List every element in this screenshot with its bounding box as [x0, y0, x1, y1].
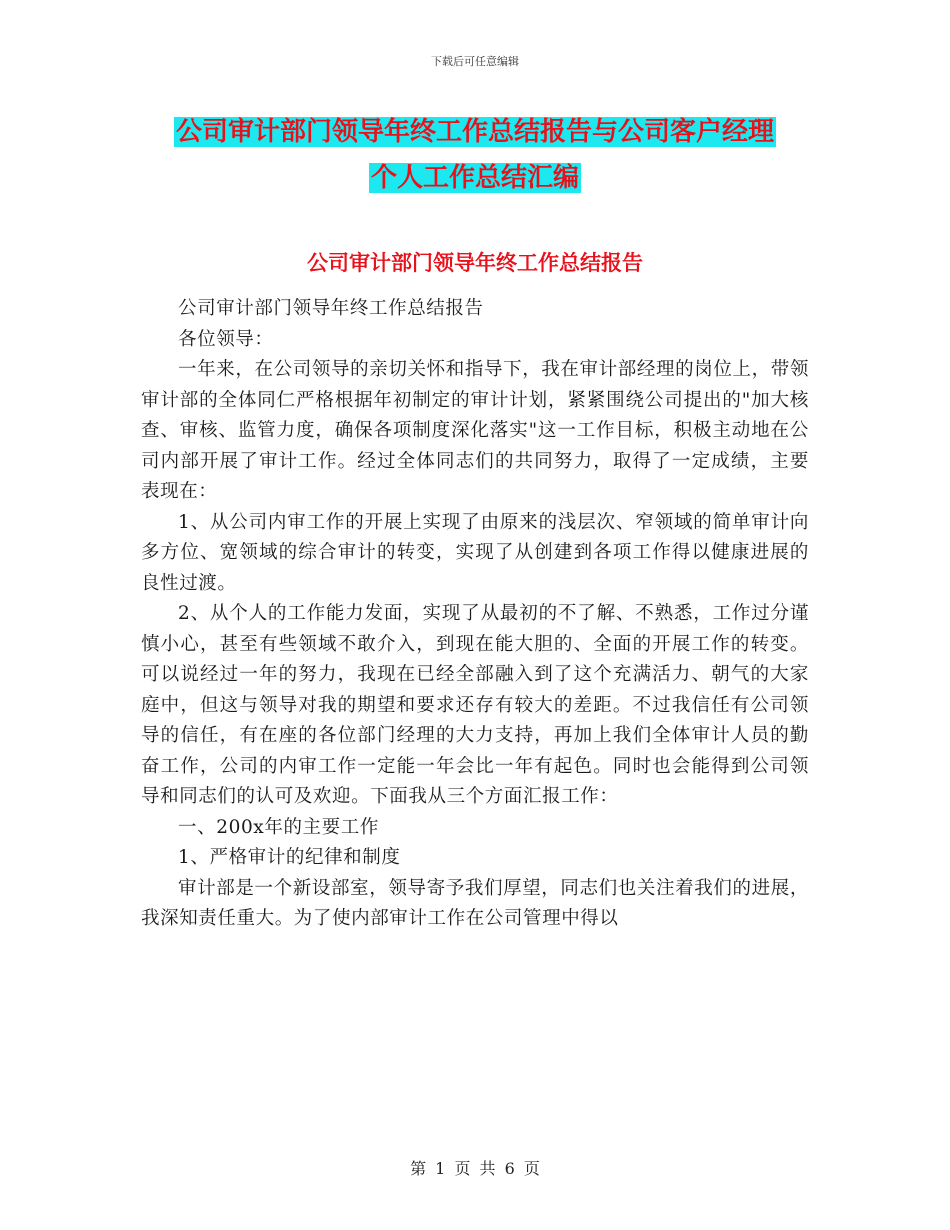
paragraph: 1、从公司内审工作的开展上实现了由原来的浅层次、窄领域的简单审计向多方位、宽领域的综合审计的转变，实现了从创建到各项工作得以健康进展的良性过渡。: [141, 511, 809, 594]
paragraph: 一年来，在公司领导的亲切关怀和指导下，我在审计部经理的岗位上，带领审计部的全体同仁严格根据年初制定的审计计划，紧紧围绕公司提出的"加大核查、审核、监管力度，确保各项制度深化落实"这一工作目标，积极主动地在公司内部开展了审计工作。经过全体同志们的共同努力，取得了一定成绩，主要表现在：: [141, 359, 809, 502]
paragraph: 2、从个人的工作能力发面，实现了从最初的不了解、不熟悉，工作过分谨慎小心，甚至有些领域不敢介入，到现在能大胆的、全面的开展工作的转变。可以说经过一年的努力，我现在已经全部融入到了这个充满活力、朝气的大家庭中，但这与领导对我的期望和要求还存有较大的差距。不过我信任有公司领导的信任，有在座的各位部门经理的大力支持，再加上我们全体审计人员的勤奋工作，公司的内审工作一定能一年会比一年有起色。同时也会能得到公司领导和同志们的认可及欢迎。下面我从三个方面汇报工作：: [141, 603, 809, 807]
paragraph: 各位领导：: [178, 328, 274, 350]
document-title-line-2: 个人工作总结汇编: [370, 163, 579, 193]
paragraph: 一、200x年的主要工作: [178, 816, 379, 838]
paragraph: 公司审计部门领导年终工作总结报告: [178, 298, 484, 319]
paragraph: 1、严格审计的纪律和制度: [178, 847, 401, 868]
section-title: 公司审计部门领导年终工作总结报告: [307, 251, 643, 275]
document-title: [0, 109, 950, 201]
page-footer: 第 1 页 共 6 页: [410, 1159, 540, 1178]
page-header-note: 下载后可任意编辑: [431, 55, 519, 68]
paragraph: 审计部是一个新设部室，领导寄予我们厚望，同志们也关注着我们的进展，我深知责任重大。为了使内部审计工作在公司管理中得以: [141, 877, 809, 929]
body-text: [141, 294, 809, 935]
document-title-line-1: 公司审计部门领导年终工作总结报告与公司客户经理: [175, 117, 774, 147]
